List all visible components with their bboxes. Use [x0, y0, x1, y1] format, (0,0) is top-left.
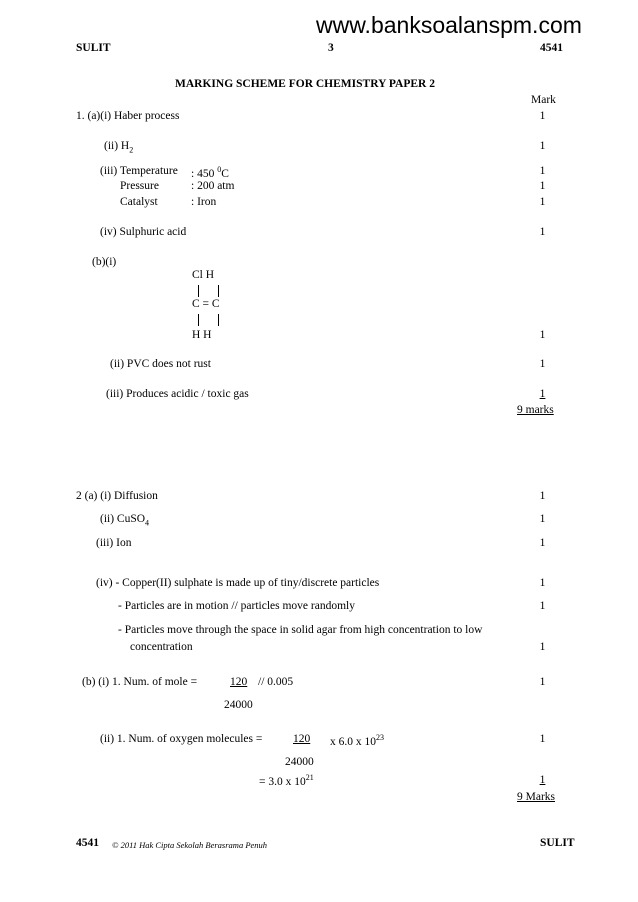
- q2-a-iv-point-3-mark: 1: [539, 641, 546, 653]
- page-title: MARKING SCHEME FOR CHEMISTRY PAPER 2: [175, 78, 435, 90]
- q2-b-ii-mark: 1: [539, 733, 546, 745]
- footer-paper-code: 4541: [76, 837, 99, 849]
- bond-line: [218, 314, 219, 326]
- q2-total-marks: 9 Marks: [517, 791, 556, 803]
- q2-a-iii: (iii) Ion: [96, 537, 132, 549]
- header-paper-code: 4541: [540, 42, 563, 54]
- q2-b-i-denominator: 24000: [224, 699, 253, 711]
- q2-a-i: 2 (a) (i) Diffusion: [76, 490, 158, 502]
- q1-b-iii-mark: 1: [539, 388, 546, 400]
- bond-line: [218, 285, 219, 297]
- header-sulit: SULIT: [76, 42, 111, 54]
- q2-a-iv-point-2: - Particles are in motion // particles move randomly: [118, 600, 355, 612]
- q1-a-iv: (iv) Sulphuric acid: [100, 226, 187, 238]
- q2-b-i-numerator: 120: [230, 676, 248, 688]
- q1-pressure-value: : 200 atm: [191, 180, 235, 192]
- q1-a-iii-mark: 1: [539, 180, 546, 192]
- structure-double-bond: C = C: [192, 298, 220, 310]
- q2-a-i-mark: 1: [539, 490, 546, 502]
- header-page-number: 3: [328, 42, 334, 54]
- q2-a-iii-mark: 1: [539, 537, 546, 549]
- q1-b-ii: (ii) PVC does not rust: [110, 358, 211, 370]
- q2-b-i-answer: // 0.005: [258, 676, 294, 688]
- footer-sulit: SULIT: [540, 837, 575, 849]
- q2-a-iv-point-1-mark: 1: [539, 577, 546, 589]
- bond-line: [198, 314, 199, 326]
- q2-b-ii-label: (ii) 1. Num. of oxygen molecules =: [100, 733, 263, 745]
- q1-pressure-label: Pressure: [120, 180, 159, 192]
- q1-a-i: 1. (a)(i) Haber process: [76, 110, 180, 122]
- q2-b-ii-final-mark: 1: [539, 774, 546, 786]
- q2-b-ii-numerator: 120: [293, 733, 311, 745]
- footer-copyright: © 2011 Hak Cipta Sekolah Berasrama Penuh: [112, 840, 268, 850]
- structure-bottom-atoms: H H: [192, 329, 212, 341]
- q1-total-marks: 9 marks: [517, 404, 554, 416]
- q1-a-iii-mark: 1: [539, 165, 546, 177]
- structure-top-atoms: Cl H: [192, 269, 215, 281]
- bond-line: [198, 285, 199, 297]
- q2-a-ii: (ii) CuSO$_4$: [100, 513, 150, 528]
- q2-a-iv-point-3: - Particles move through the space in solid agar from high concentration to low: [118, 624, 483, 636]
- mark-heading: Mark: [531, 94, 556, 106]
- q1-a-ii: (ii) $H_2$: [104, 140, 134, 155]
- q1-a-iv-mark: 1: [539, 226, 546, 238]
- q2-a-iv-point-2-mark: 1: [539, 600, 546, 612]
- q1-catalyst-value: : Iron: [191, 196, 217, 208]
- q1-b-ii-mark: 1: [539, 358, 546, 370]
- q2-b-ii-result: = 3.0 x $10^{21}$: [259, 773, 314, 788]
- q1-b-i: (b)(i): [92, 256, 117, 268]
- watermark-url: www.banksoalanspm.com: [316, 12, 582, 38]
- q1-catalyst-label: Catalyst: [120, 196, 158, 208]
- q1-b-i-mark: 1: [539, 329, 546, 341]
- q2-b-i-label: (b) (i) 1. Num. of mole =: [82, 676, 198, 688]
- q2-a-iv-point-1: (iv) - Copper(II) sulphate is made up of tiny/discrete particles: [96, 577, 380, 589]
- q2-b-i-mark: 1: [539, 676, 546, 688]
- q2-b-ii-denominator: 24000: [285, 756, 314, 768]
- q2-b-ii-multiplier: x 6.0 x $10^{23}$: [330, 733, 384, 748]
- q2-a-iv-point-3-continued: concentration: [130, 641, 193, 653]
- q1-b-iii: (iii) Produces acidic / toxic gas: [106, 388, 249, 400]
- q2-a-ii-mark: 1: [539, 513, 546, 525]
- q1-a-iii-temperature-label: (iii) Temperature: [100, 165, 178, 177]
- q1-a-iii-mark: 1: [539, 196, 546, 208]
- q1-a-iii-temperature-value: : 450 $^0$C: [191, 165, 229, 180]
- q1-a-i-mark: 1: [539, 110, 546, 122]
- q1-a-ii-mark: 1: [539, 140, 546, 152]
